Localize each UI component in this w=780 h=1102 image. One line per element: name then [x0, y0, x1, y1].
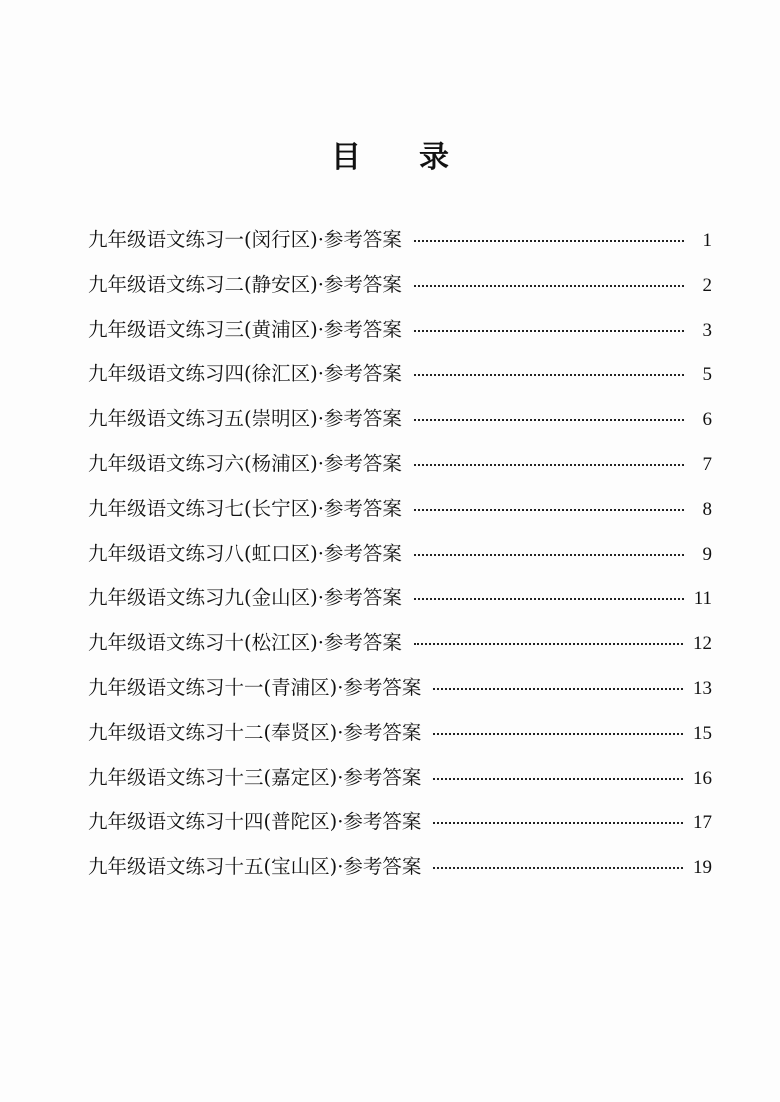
toc-leader-dots	[433, 861, 683, 869]
toc-entry-label: 九年级语文练习四(徐汇区)·参考答案	[88, 362, 402, 386]
toc-entry-label: 九年级语文练习五(崇明区)·参考答案	[88, 407, 402, 431]
toc-leader-dots	[414, 279, 684, 287]
toc-page-number: 7	[702, 453, 712, 475]
toc-page-number: 15	[693, 722, 712, 744]
toc-page-number: 11	[693, 588, 712, 610]
toc-entry[interactable]	[88, 666, 712, 711]
toc-entry-label: 九年级语文练习六(杨浦区)·参考答案	[88, 451, 402, 475]
toc-entry[interactable]	[88, 442, 712, 487]
toc-leader-dots	[414, 324, 684, 332]
toc-entry[interactable]	[88, 576, 712, 621]
toc-leader-dots	[414, 503, 684, 511]
toc-entry-label: 九年级语文练习二(静安区)·参考答案	[88, 272, 402, 296]
toc-page-number: 5	[702, 364, 712, 386]
toc-leader-dots	[414, 368, 684, 376]
toc-leader-dots	[414, 548, 684, 556]
toc-entry[interactable]	[88, 711, 712, 756]
toc-entry-label: 九年级语文练习七(长宁区)·参考答案	[88, 496, 402, 520]
toc-page-number: 3	[702, 319, 712, 341]
toc-entry[interactable]	[88, 218, 712, 263]
toc-leader-dots	[433, 772, 683, 780]
toc-page-number: 19	[693, 857, 712, 879]
table-of-contents	[88, 218, 712, 890]
toc-entry-label: 九年级语文练习八(虹口区)·参考答案	[88, 541, 402, 565]
toc-page-number: 8	[702, 498, 712, 520]
toc-leader-dots	[433, 682, 683, 690]
toc-leader-dots	[414, 234, 684, 242]
toc-leader-dots	[433, 727, 683, 735]
toc-entry-label: 九年级语文练习九(金山区)·参考答案	[88, 586, 402, 610]
toc-page-number: 9	[702, 543, 712, 565]
toc-leader-dots	[414, 413, 684, 421]
toc-entry[interactable]	[88, 352, 712, 397]
toc-entry[interactable]	[88, 263, 712, 308]
toc-entry[interactable]	[88, 756, 712, 801]
toc-entry-label: 九年级语文练习三(黄浦区)·参考答案	[88, 317, 402, 341]
toc-entry[interactable]	[88, 308, 712, 353]
toc-page-number: 1	[702, 230, 712, 251]
toc-entry[interactable]	[88, 532, 712, 577]
toc-entry-label: 九年级语文练习十四(普陀区)·参考答案	[88, 810, 422, 834]
toc-entry-label: 九年级语文练习十三(嘉定区)·参考答案	[88, 765, 422, 789]
toc-entry[interactable]	[88, 621, 712, 666]
toc-entry-label: 九年级语文练习十二(奉贤区)·参考答案	[88, 720, 422, 744]
toc-leader-dots	[414, 637, 683, 645]
toc-entry[interactable]	[88, 845, 712, 890]
toc-page-number: 12	[693, 633, 712, 655]
toc-page-number: 16	[693, 767, 712, 789]
toc-entry[interactable]	[88, 487, 712, 532]
toc-page-number: 6	[702, 409, 712, 431]
toc-leader-dots	[433, 816, 683, 824]
toc-entry-label: 九年级语文练习十五(宝山区)·参考答案	[88, 855, 422, 879]
toc-entry-label: 九年级语文练习十一(青浦区)·参考答案	[88, 675, 422, 699]
toc-page-number: 2	[702, 274, 712, 296]
toc-entry[interactable]	[88, 800, 712, 845]
toc-entry-label: 九年级语文练习十(松江区)·参考答案	[88, 631, 402, 655]
page-title: 目录	[331, 140, 507, 176]
toc-page-number: 17	[693, 812, 712, 834]
toc-entry-label: 九年级语文练习一(闵行区)·参考答案	[88, 228, 402, 251]
toc-entry[interactable]	[88, 397, 712, 442]
toc-leader-dots	[414, 458, 684, 466]
toc-leader-dots	[414, 592, 684, 600]
toc-page-number: 13	[693, 677, 712, 699]
